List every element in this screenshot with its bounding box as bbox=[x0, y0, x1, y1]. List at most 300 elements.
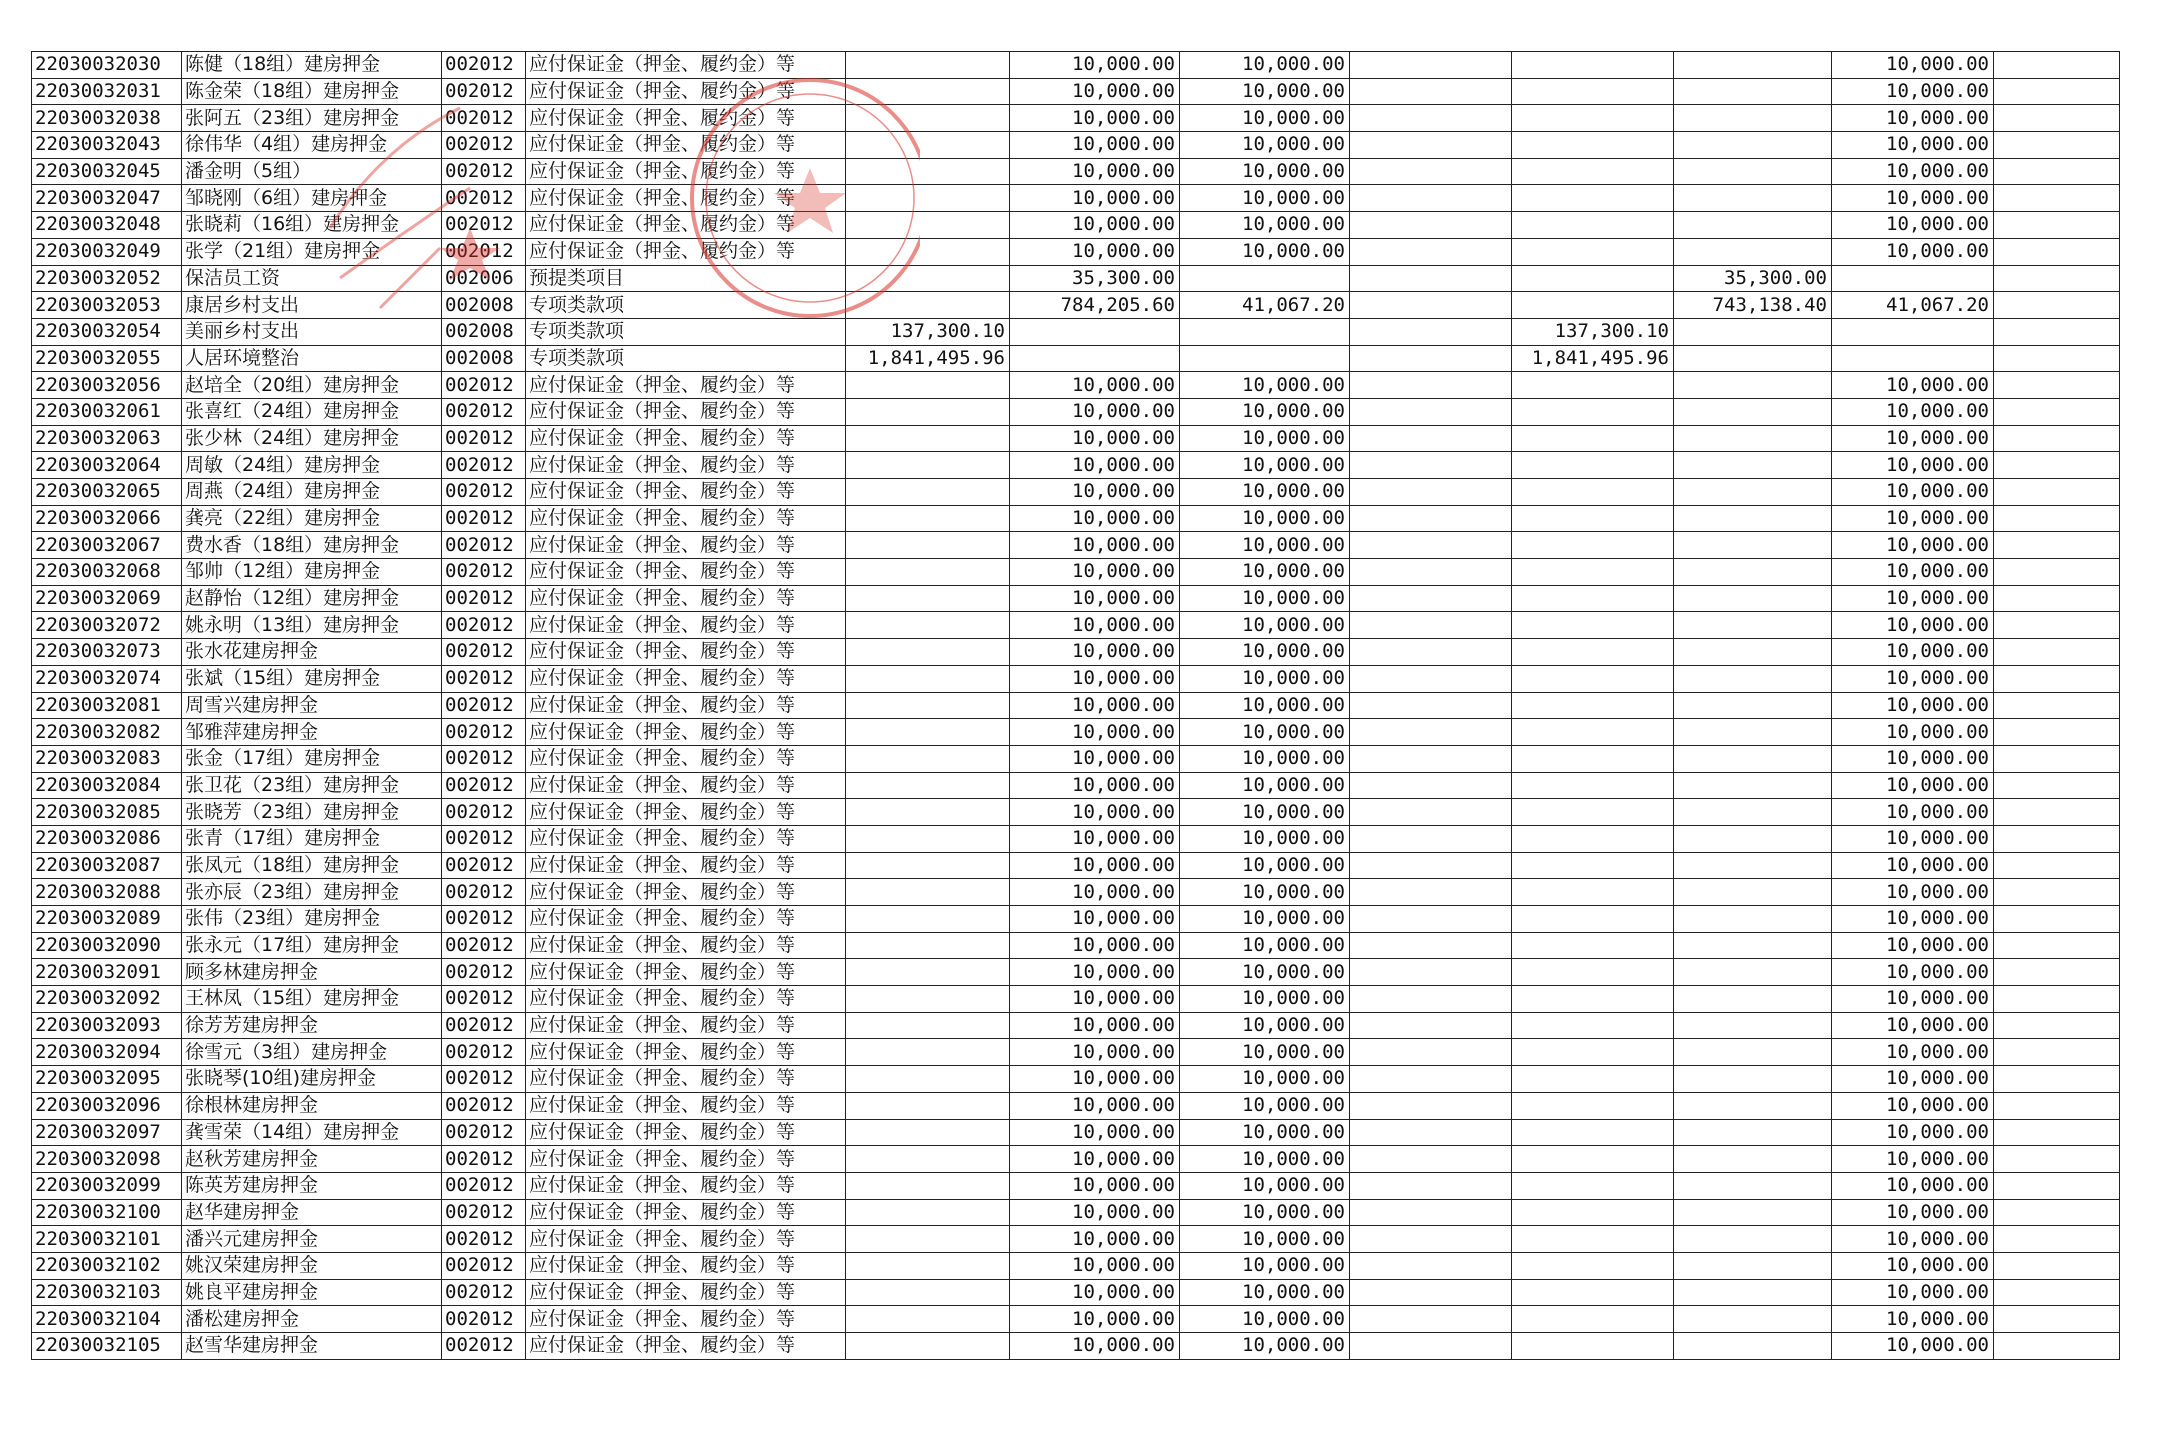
cell-category-name: 专项类款项 bbox=[526, 292, 846, 319]
cell-account-name: 张亦辰（23组）建房押金 bbox=[182, 879, 442, 906]
cell-category-name: 专项类款项 bbox=[526, 345, 846, 372]
cell-col5 bbox=[846, 425, 1010, 452]
cell-account-name: 张晓芳（23组）建房押金 bbox=[182, 799, 442, 826]
cell-col12 bbox=[1994, 479, 2120, 506]
cell-account-name: 龚雪荣（14组）建房押金 bbox=[182, 1119, 442, 1146]
cell-col12 bbox=[1994, 1252, 2120, 1279]
cell-col8 bbox=[1350, 132, 1512, 159]
cell-account-name: 保洁员工资 bbox=[182, 265, 442, 292]
cell-account-code: 22030032052 bbox=[32, 265, 182, 292]
cell-col10 bbox=[1674, 1172, 1832, 1199]
cell-account-name: 张永元（17组）建房押金 bbox=[182, 932, 442, 959]
cell-col11: 10,000.00 bbox=[1832, 559, 1994, 586]
cell-col8 bbox=[1350, 719, 1512, 746]
cell-col7: 10,000.00 bbox=[1180, 852, 1350, 879]
cell-col5 bbox=[846, 1199, 1010, 1226]
cell-account-name: 周燕（24组）建房押金 bbox=[182, 479, 442, 506]
cell-col10: 743,138.40 bbox=[1674, 292, 1832, 319]
cell-category-name: 应付保证金（押金、履约金）等 bbox=[526, 372, 846, 399]
cell-category-name: 应付保证金（押金、履约金）等 bbox=[526, 1199, 846, 1226]
table-row bbox=[32, 719, 2120, 746]
cell-col5 bbox=[846, 612, 1010, 639]
cell-account-code: 22030032047 bbox=[32, 185, 182, 212]
cell-account-code: 22030032082 bbox=[32, 719, 182, 746]
table-row bbox=[32, 1306, 2120, 1333]
cell-account-name: 赵雪华建房押金 bbox=[182, 1333, 442, 1360]
cell-account-code: 22030032074 bbox=[32, 665, 182, 692]
cell-col8 bbox=[1350, 452, 1512, 479]
cell-col7: 10,000.00 bbox=[1180, 132, 1350, 159]
cell-col7: 41,067.20 bbox=[1180, 292, 1350, 319]
cell-account-code: 22030032089 bbox=[32, 906, 182, 933]
cell-col8 bbox=[1350, 238, 1512, 265]
cell-col12 bbox=[1994, 1119, 2120, 1146]
table-row bbox=[32, 772, 2120, 799]
cell-account-name: 赵静怡（12组）建房押金 bbox=[182, 585, 442, 612]
cell-category-name: 应付保证金（押金、履约金）等 bbox=[526, 238, 846, 265]
cell-col7: 10,000.00 bbox=[1180, 452, 1350, 479]
cell-col12 bbox=[1994, 372, 2120, 399]
cell-col9 bbox=[1512, 452, 1674, 479]
cell-col11: 10,000.00 bbox=[1832, 1226, 1994, 1253]
cell-col9 bbox=[1512, 398, 1674, 425]
cell-col5 bbox=[846, 1172, 1010, 1199]
cell-col6: 10,000.00 bbox=[1010, 52, 1180, 79]
cell-category-name: 应付保证金（押金、履约金）等 bbox=[526, 906, 846, 933]
cell-col6: 10,000.00 bbox=[1010, 639, 1180, 666]
cell-category-code: 002012 bbox=[442, 452, 526, 479]
cell-col6: 10,000.00 bbox=[1010, 1039, 1180, 1066]
cell-col6: 10,000.00 bbox=[1010, 212, 1180, 239]
cell-col12 bbox=[1994, 906, 2120, 933]
table-row bbox=[32, 559, 2120, 586]
cell-account-code: 22030032055 bbox=[32, 345, 182, 372]
cell-account-code: 22030032063 bbox=[32, 425, 182, 452]
cell-col11: 10,000.00 bbox=[1832, 505, 1994, 532]
cell-col10 bbox=[1674, 879, 1832, 906]
cell-col10 bbox=[1674, 185, 1832, 212]
cell-col5 bbox=[846, 212, 1010, 239]
cell-col6: 10,000.00 bbox=[1010, 906, 1180, 933]
cell-col12 bbox=[1994, 425, 2120, 452]
cell-col10 bbox=[1674, 479, 1832, 506]
cell-col5 bbox=[846, 1252, 1010, 1279]
cell-col6: 10,000.00 bbox=[1010, 772, 1180, 799]
cell-category-name: 专项类款项 bbox=[526, 318, 846, 345]
cell-col11: 10,000.00 bbox=[1832, 906, 1994, 933]
cell-col7: 10,000.00 bbox=[1180, 932, 1350, 959]
cell-col7: 10,000.00 bbox=[1180, 425, 1350, 452]
cell-col9 bbox=[1512, 1306, 1674, 1333]
cell-col10 bbox=[1674, 1333, 1832, 1360]
cell-col6: 10,000.00 bbox=[1010, 799, 1180, 826]
table-row bbox=[32, 852, 2120, 879]
cell-col7: 10,000.00 bbox=[1180, 1199, 1350, 1226]
cell-col11: 10,000.00 bbox=[1832, 585, 1994, 612]
cell-col12 bbox=[1994, 505, 2120, 532]
cell-col11: 41,067.20 bbox=[1832, 292, 1994, 319]
cell-account-name: 张斌（15组）建房押金 bbox=[182, 665, 442, 692]
cell-col5 bbox=[846, 559, 1010, 586]
cell-col10 bbox=[1674, 719, 1832, 746]
cell-col5 bbox=[846, 1333, 1010, 1360]
cell-col11: 10,000.00 bbox=[1832, 1039, 1994, 1066]
cell-col6: 10,000.00 bbox=[1010, 1226, 1180, 1253]
cell-col8 bbox=[1350, 745, 1512, 772]
cell-category-name: 应付保证金（押金、履约金）等 bbox=[526, 612, 846, 639]
cell-col11: 10,000.00 bbox=[1832, 185, 1994, 212]
cell-col9 bbox=[1512, 1092, 1674, 1119]
cell-category-code: 002012 bbox=[442, 1279, 526, 1306]
cell-col5 bbox=[846, 1119, 1010, 1146]
cell-col6: 10,000.00 bbox=[1010, 1199, 1180, 1226]
cell-col10 bbox=[1674, 212, 1832, 239]
cell-account-code: 22030032081 bbox=[32, 692, 182, 719]
cell-col11: 10,000.00 bbox=[1832, 959, 1994, 986]
cell-col12 bbox=[1994, 1172, 2120, 1199]
cell-account-code: 22030032090 bbox=[32, 932, 182, 959]
cell-account-name: 徐雪元（3组）建房押金 bbox=[182, 1039, 442, 1066]
cell-col7: 10,000.00 bbox=[1180, 1226, 1350, 1253]
table-row bbox=[32, 986, 2120, 1013]
table-row bbox=[32, 212, 2120, 239]
cell-account-code: 22030032097 bbox=[32, 1119, 182, 1146]
cell-account-code: 22030032105 bbox=[32, 1333, 182, 1360]
table-row bbox=[32, 1012, 2120, 1039]
cell-account-name: 姚永明（13组）建房押金 bbox=[182, 612, 442, 639]
table-row bbox=[32, 1172, 2120, 1199]
table-row bbox=[32, 1279, 2120, 1306]
cell-col7: 10,000.00 bbox=[1180, 1066, 1350, 1093]
cell-col9 bbox=[1512, 1199, 1674, 1226]
cell-category-code: 002012 bbox=[442, 1226, 526, 1253]
cell-category-name: 应付保证金（押金、履约金）等 bbox=[526, 932, 846, 959]
cell-col8 bbox=[1350, 505, 1512, 532]
cell-col5 bbox=[846, 372, 1010, 399]
cell-account-name: 顾多林建房押金 bbox=[182, 959, 442, 986]
cell-account-name: 张青（17组）建房押金 bbox=[182, 825, 442, 852]
cell-account-name: 费水香（18组）建房押金 bbox=[182, 532, 442, 559]
table-row bbox=[32, 345, 2120, 372]
cell-col9 bbox=[1512, 372, 1674, 399]
cell-col11: 10,000.00 bbox=[1832, 238, 1994, 265]
cell-col8 bbox=[1350, 559, 1512, 586]
cell-col11: 10,000.00 bbox=[1832, 1333, 1994, 1360]
cell-account-code: 22030032093 bbox=[32, 1012, 182, 1039]
cell-col12 bbox=[1994, 559, 2120, 586]
table-row bbox=[32, 158, 2120, 185]
cell-col6: 10,000.00 bbox=[1010, 986, 1180, 1013]
cell-account-name: 陈健（18组）建房押金 bbox=[182, 52, 442, 79]
ledger-body bbox=[32, 52, 2120, 1360]
cell-category-code: 002012 bbox=[442, 158, 526, 185]
cell-col7: 10,000.00 bbox=[1180, 692, 1350, 719]
cell-category-code: 002012 bbox=[442, 532, 526, 559]
table-row bbox=[32, 585, 2120, 612]
cell-col5 bbox=[846, 639, 1010, 666]
cell-category-code: 002012 bbox=[442, 772, 526, 799]
cell-col12 bbox=[1994, 398, 2120, 425]
cell-col12 bbox=[1994, 265, 2120, 292]
cell-col10 bbox=[1674, 318, 1832, 345]
cell-col7: 10,000.00 bbox=[1180, 1279, 1350, 1306]
cell-category-code: 002008 bbox=[442, 292, 526, 319]
cell-col12 bbox=[1994, 238, 2120, 265]
cell-account-name: 张凤元（18组）建房押金 bbox=[182, 852, 442, 879]
cell-col10 bbox=[1674, 158, 1832, 185]
cell-account-name: 徐根林建房押金 bbox=[182, 1092, 442, 1119]
cell-col9 bbox=[1512, 505, 1674, 532]
cell-col5 bbox=[846, 852, 1010, 879]
cell-col5 bbox=[846, 398, 1010, 425]
cell-category-name: 预提类项目 bbox=[526, 265, 846, 292]
cell-col12 bbox=[1994, 772, 2120, 799]
cell-col7: 10,000.00 bbox=[1180, 1119, 1350, 1146]
cell-account-code: 22030032087 bbox=[32, 852, 182, 879]
cell-col7: 10,000.00 bbox=[1180, 986, 1350, 1013]
cell-col5 bbox=[846, 78, 1010, 105]
cell-account-code: 22030032101 bbox=[32, 1226, 182, 1253]
cell-account-code: 22030032043 bbox=[32, 132, 182, 159]
cell-col7: 10,000.00 bbox=[1180, 612, 1350, 639]
cell-col12 bbox=[1994, 292, 2120, 319]
cell-category-code: 002012 bbox=[442, 1252, 526, 1279]
cell-col8 bbox=[1350, 265, 1512, 292]
cell-col10 bbox=[1674, 505, 1832, 532]
cell-col9 bbox=[1512, 959, 1674, 986]
cell-col5 bbox=[846, 1066, 1010, 1093]
cell-col9 bbox=[1512, 559, 1674, 586]
cell-category-code: 002012 bbox=[442, 1172, 526, 1199]
cell-col7: 10,000.00 bbox=[1180, 959, 1350, 986]
cell-col8 bbox=[1350, 532, 1512, 559]
cell-category-name: 应付保证金（押金、履约金）等 bbox=[526, 132, 846, 159]
cell-category-name: 应付保证金（押金、履约金）等 bbox=[526, 745, 846, 772]
cell-col11: 10,000.00 bbox=[1832, 1279, 1994, 1306]
cell-category-code: 002012 bbox=[442, 238, 526, 265]
cell-account-code: 22030032056 bbox=[32, 372, 182, 399]
cell-category-code: 002012 bbox=[442, 372, 526, 399]
cell-col11: 10,000.00 bbox=[1832, 745, 1994, 772]
cell-account-code: 22030032061 bbox=[32, 398, 182, 425]
cell-col12 bbox=[1994, 1039, 2120, 1066]
cell-account-name: 姚汉荣建房押金 bbox=[182, 1252, 442, 1279]
cell-category-name: 应付保证金（押金、履约金）等 bbox=[526, 1092, 846, 1119]
cell-account-name: 康居乡村支出 bbox=[182, 292, 442, 319]
cell-account-name: 陈金荣（18组）建房押金 bbox=[182, 78, 442, 105]
table-row bbox=[32, 479, 2120, 506]
cell-account-code: 22030032054 bbox=[32, 318, 182, 345]
cell-col6: 10,000.00 bbox=[1010, 825, 1180, 852]
cell-col11: 10,000.00 bbox=[1832, 398, 1994, 425]
table-row bbox=[32, 1119, 2120, 1146]
cell-col12 bbox=[1994, 132, 2120, 159]
cell-col7: 10,000.00 bbox=[1180, 879, 1350, 906]
cell-col6: 10,000.00 bbox=[1010, 1279, 1180, 1306]
cell-col9 bbox=[1512, 425, 1674, 452]
cell-category-code: 002012 bbox=[442, 959, 526, 986]
cell-col5 bbox=[846, 959, 1010, 986]
cell-col12 bbox=[1994, 212, 2120, 239]
cell-col10 bbox=[1674, 398, 1832, 425]
cell-col12 bbox=[1994, 185, 2120, 212]
cell-col6: 10,000.00 bbox=[1010, 372, 1180, 399]
cell-category-name: 应付保证金（押金、履约金）等 bbox=[526, 185, 846, 212]
table-row bbox=[32, 105, 2120, 132]
cell-col9 bbox=[1512, 1172, 1674, 1199]
cell-col11: 10,000.00 bbox=[1832, 932, 1994, 959]
cell-col9 bbox=[1512, 639, 1674, 666]
cell-col8 bbox=[1350, 959, 1512, 986]
cell-col7: 10,000.00 bbox=[1180, 585, 1350, 612]
cell-category-code: 002012 bbox=[442, 1306, 526, 1333]
cell-category-code: 002012 bbox=[442, 1039, 526, 1066]
cell-col7: 10,000.00 bbox=[1180, 906, 1350, 933]
cell-account-code: 22030032088 bbox=[32, 879, 182, 906]
cell-account-name: 潘兴元建房押金 bbox=[182, 1226, 442, 1253]
cell-col10 bbox=[1674, 1146, 1832, 1173]
cell-col7: 10,000.00 bbox=[1180, 745, 1350, 772]
cell-col10 bbox=[1674, 372, 1832, 399]
cell-col8 bbox=[1350, 479, 1512, 506]
cell-col6: 10,000.00 bbox=[1010, 665, 1180, 692]
cell-col10 bbox=[1674, 932, 1832, 959]
cell-col10 bbox=[1674, 1226, 1832, 1253]
cell-category-code: 002012 bbox=[442, 78, 526, 105]
cell-category-code: 002012 bbox=[442, 505, 526, 532]
cell-col10 bbox=[1674, 452, 1832, 479]
cell-category-name: 应付保证金（押金、履约金）等 bbox=[526, 105, 846, 132]
cell-col9 bbox=[1512, 825, 1674, 852]
cell-col11: 10,000.00 bbox=[1832, 452, 1994, 479]
cell-col12 bbox=[1994, 745, 2120, 772]
table-row bbox=[32, 132, 2120, 159]
cell-category-name: 应付保证金（押金、履约金）等 bbox=[526, 772, 846, 799]
cell-col6: 10,000.00 bbox=[1010, 1252, 1180, 1279]
cell-category-name: 应付保证金（押金、履约金）等 bbox=[526, 1066, 846, 1093]
cell-col11: 10,000.00 bbox=[1832, 879, 1994, 906]
cell-col12 bbox=[1994, 345, 2120, 372]
table-row bbox=[32, 1226, 2120, 1253]
cell-account-name: 张金（17组）建房押金 bbox=[182, 745, 442, 772]
cell-account-code: 22030032085 bbox=[32, 799, 182, 826]
cell-col6: 10,000.00 bbox=[1010, 585, 1180, 612]
cell-col12 bbox=[1994, 585, 2120, 612]
cell-col6: 10,000.00 bbox=[1010, 132, 1180, 159]
cell-col7: 10,000.00 bbox=[1180, 158, 1350, 185]
cell-col10 bbox=[1674, 1119, 1832, 1146]
cell-account-code: 22030032094 bbox=[32, 1039, 182, 1066]
cell-category-name: 应付保证金（押金、履约金）等 bbox=[526, 1279, 846, 1306]
cell-col8 bbox=[1350, 425, 1512, 452]
cell-account-code: 22030032073 bbox=[32, 639, 182, 666]
cell-account-code: 22030032053 bbox=[32, 292, 182, 319]
cell-col5 bbox=[846, 692, 1010, 719]
cell-category-code: 002012 bbox=[442, 879, 526, 906]
cell-col5 bbox=[846, 505, 1010, 532]
cell-account-name: 徐芳芳建房押金 bbox=[182, 1012, 442, 1039]
cell-account-code: 22030032100 bbox=[32, 1199, 182, 1226]
cell-col9 bbox=[1512, 799, 1674, 826]
cell-account-code: 22030032049 bbox=[32, 238, 182, 265]
table-row bbox=[32, 1066, 2120, 1093]
cell-col10 bbox=[1674, 1252, 1832, 1279]
cell-account-code: 22030032065 bbox=[32, 479, 182, 506]
cell-col10 bbox=[1674, 238, 1832, 265]
cell-col5 bbox=[846, 185, 1010, 212]
cell-col11: 10,000.00 bbox=[1832, 1146, 1994, 1173]
cell-col8 bbox=[1350, 1146, 1512, 1173]
cell-col11: 10,000.00 bbox=[1832, 1172, 1994, 1199]
cell-account-name: 陈英芳建房押金 bbox=[182, 1172, 442, 1199]
cell-col12 bbox=[1994, 1199, 2120, 1226]
table-row bbox=[32, 1039, 2120, 1066]
cell-col11: 10,000.00 bbox=[1832, 78, 1994, 105]
cell-col9 bbox=[1512, 479, 1674, 506]
cell-col8 bbox=[1350, 78, 1512, 105]
cell-col5 bbox=[846, 1226, 1010, 1253]
cell-col11: 10,000.00 bbox=[1832, 105, 1994, 132]
cell-category-code: 002008 bbox=[442, 345, 526, 372]
cell-col11: 10,000.00 bbox=[1832, 1119, 1994, 1146]
cell-col8 bbox=[1350, 906, 1512, 933]
cell-col5 bbox=[846, 1039, 1010, 1066]
cell-col12 bbox=[1994, 692, 2120, 719]
cell-col8 bbox=[1350, 772, 1512, 799]
table-row bbox=[32, 932, 2120, 959]
cell-col8 bbox=[1350, 292, 1512, 319]
cell-account-code: 22030032098 bbox=[32, 1146, 182, 1173]
cell-col8 bbox=[1350, 825, 1512, 852]
cell-category-code: 002012 bbox=[442, 1146, 526, 1173]
cell-col8 bbox=[1350, 1226, 1512, 1253]
cell-account-code: 22030032086 bbox=[32, 825, 182, 852]
cell-col6 bbox=[1010, 318, 1180, 345]
cell-col12 bbox=[1994, 1146, 2120, 1173]
cell-col6: 10,000.00 bbox=[1010, 692, 1180, 719]
cell-col7: 10,000.00 bbox=[1180, 78, 1350, 105]
cell-category-name: 应付保证金（押金、履约金）等 bbox=[526, 719, 846, 746]
cell-col7: 10,000.00 bbox=[1180, 1333, 1350, 1360]
cell-col9 bbox=[1512, 1146, 1674, 1173]
cell-account-code: 22030032092 bbox=[32, 986, 182, 1013]
cell-col9 bbox=[1512, 532, 1674, 559]
cell-category-code: 002012 bbox=[442, 1066, 526, 1093]
cell-account-name: 邹晓刚（6组）建房押金 bbox=[182, 185, 442, 212]
cell-col8 bbox=[1350, 932, 1512, 959]
cell-col7: 10,000.00 bbox=[1180, 559, 1350, 586]
cell-col5 bbox=[846, 799, 1010, 826]
cell-col12 bbox=[1994, 1306, 2120, 1333]
cell-category-code: 002012 bbox=[442, 1092, 526, 1119]
cell-account-code: 22030032038 bbox=[32, 105, 182, 132]
cell-col7: 10,000.00 bbox=[1180, 52, 1350, 79]
cell-col11: 10,000.00 bbox=[1832, 1252, 1994, 1279]
cell-category-name: 应付保证金（押金、履约金）等 bbox=[526, 1039, 846, 1066]
cell-col10 bbox=[1674, 585, 1832, 612]
cell-category-name: 应付保证金（押金、履约金）等 bbox=[526, 1146, 846, 1173]
cell-col11: 10,000.00 bbox=[1832, 1012, 1994, 1039]
cell-col8 bbox=[1350, 158, 1512, 185]
cell-col7: 10,000.00 bbox=[1180, 1146, 1350, 1173]
cell-col6: 784,205.60 bbox=[1010, 292, 1180, 319]
cell-category-name: 应付保证金（押金、履约金）等 bbox=[526, 825, 846, 852]
cell-col9 bbox=[1512, 692, 1674, 719]
table-row bbox=[32, 52, 2120, 79]
cell-category-code: 002006 bbox=[442, 265, 526, 292]
cell-col5 bbox=[846, 105, 1010, 132]
cell-col9 bbox=[1512, 745, 1674, 772]
